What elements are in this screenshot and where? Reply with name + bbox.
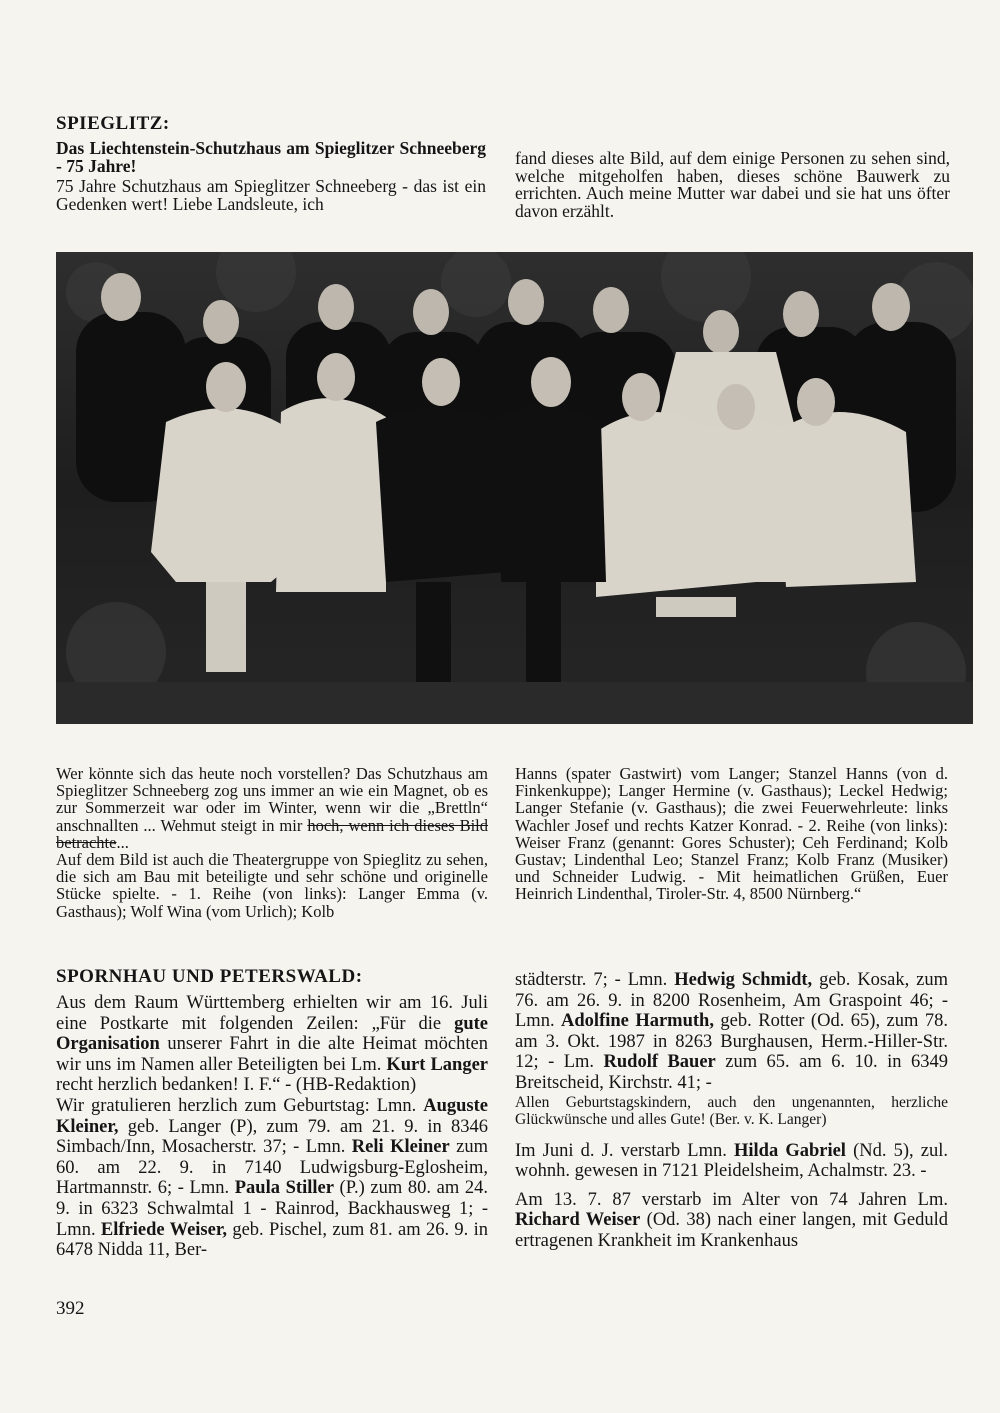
- bold-name: Elfriede Weiser,: [100, 1219, 227, 1240]
- text-run: (Od. 38) nach einer langen, mit Geduld ertragenen Krankheit im Krankenhaus: [515, 1210, 948, 1251]
- text-run: geb. Kosak, zum 76. am 26. 9. in 8200 Rosenheim, Am Graspoint 46; - Lmn.: [515, 970, 948, 1032]
- bold-name: Reli Kleiner: [351, 1137, 450, 1158]
- intro-text-right: fand dieses alte Bild, auf dem einige Personen zu sehen sind, welche mitgeholfen haben, dieses schöne Bauwerk zu errichten. Auch meine Mutter war dabei und sie hat uns öfter davon erzählt.: [515, 148, 950, 221]
- text-run: zum 65. am 6. 10. in 6349 Breitscheid, Kirchstr. 41; -: [515, 1052, 948, 1093]
- group-photo: [56, 252, 973, 724]
- caption-left-text: [56, 765, 488, 851]
- text-run: Aus dem Raum Württemberg erhielten wir am 16. Juli eine Postkarte mit folgenden Zeilen: „Für die: [56, 993, 488, 1034]
- wishes-paragraph: Allen Geburtstagskindern, auch den ungenannten, herzliche Glückwünsche und alles Gute! (Ber. v. K. Langer): [515, 1093, 948, 1129]
- text-run: städterstr. 7; - Lmn.: [515, 970, 675, 990]
- article-title: Das Liechtenstein-Schutzhaus am Spieglitzer Schneeberg - 75 Jahre!: [56, 138, 486, 176]
- bold-name: Adolfine Harmuth,: [561, 1011, 714, 1032]
- article-intro-left: [56, 140, 486, 213]
- group-photo-illustration: [56, 252, 973, 724]
- text-run: geb. Rotter (Od. 65), zum 78. am 3. Okt. 1987 in 8263 Burghausen, Herm.-Hiller-Str. 12; - Lm.: [515, 1011, 948, 1073]
- article-intro-right: [515, 150, 950, 220]
- bold-name: Richard Weiser: [515, 1210, 641, 1231]
- text-run: recht herzlich bedanken! I. F.“ - (HB-Redaktion): [56, 1075, 417, 1096]
- bold-name: Rudolf Bauer: [603, 1052, 716, 1073]
- caption-left-struck: hoch, wenn ich dieses Bild betrachte: [56, 815, 488, 852]
- text-run: unserer Fahrt in die alte Heimat möchten wir uns im Namen aller Beteiligten bei Lm.: [56, 1034, 488, 1075]
- birthday-paragraph: [56, 1096, 488, 1261]
- caption-right-text: Hanns (spater Gastwirt) vom Langer; Stanzel Hanns (von d. Finkenkuppe); Langer Hermine (v. Gasthaus); Leckel Hedwig; Langer Stefanie (v. Gasthaus); die zwei Feuerwehrleute: links Wachler Josef und rechts Katzer Konrad. - 2. Reihe (von links): Weiser Franz (genannt: Gores Schuster); Ceh Ferdinand; Kolb Gustav; Lindenthal Leo; Stanzel Franz; Kolb Franz (Musiker) und Schneider Ludwig. - Mit heimatlichen Grüßen, Euer Heinrich Lindenthal, Tiroler-Str. 4, 8500 Nürnberg.“: [515, 764, 948, 904]
- section-heading-spieglitz: SPIEGLITZ:: [56, 113, 170, 134]
- birthday-continued: [515, 970, 948, 1094]
- obituary-weiser: [515, 1190, 948, 1252]
- obituary-gabriel: [515, 1141, 948, 1182]
- thanks-paragraph: [56, 993, 488, 1096]
- bold-name: Paula Stiller: [234, 1178, 334, 1199]
- text-run: (Nd. 5), zul. wohnh. gewesen in 7121 Pleidelsheim, Achalmstr. 23. -: [515, 1140, 948, 1182]
- section2-right-column: [515, 970, 948, 1252]
- text-run: Am 13. 7. 87 verstarb im Alter von 74 Jahren Lm.: [515, 1189, 948, 1210]
- bold-name: Hilda Gabriel: [733, 1140, 846, 1161]
- bold-name: Kurt Langer: [386, 1054, 488, 1075]
- text-run: Im Juni d. J. verstarb Lmn.: [515, 1140, 734, 1161]
- intro-text-left: 75 Jahre Schutzhaus am Spieglitzer Schneeberg - das ist ein Gedenken wert! Liebe Landsleute, ich: [56, 176, 486, 214]
- section-heading-spornhau: SPORNHAU UND PETERSWALD:: [56, 966, 363, 987]
- page-number: 392: [56, 1298, 85, 1319]
- text-run: geb. Pischel, zum 81. am 26. 9. in 6478 Nidda 11, Ber-: [56, 1219, 488, 1261]
- bold-name: Auguste Kleiner,: [56, 1095, 488, 1137]
- caption-left-text-2: Auf dem Bild ist auch die Theatergruppe von Spieglitz zu sehen, die sich am Bau mit beteiligte und sehr schöne und originelle Stücke spielte. - 1. Reihe (von links): Langer Emma (v. Gasthaus); Wolf Wina (vom Urlich); Kolb: [56, 850, 488, 921]
- text-run: geb. Langer (P), zum 79. am 21. 9. in 8346 Simbach/Inn, Mosacherstr. 37; - Lmn.: [56, 1116, 488, 1158]
- caption-right: [515, 765, 948, 903]
- text-run: zum 60. am 22. 9. in 7140 Ludwigsburg-Eglosheim, Hartmannstr. 6; - Lmn.: [56, 1137, 488, 1199]
- bold-run: gute Organisation: [56, 1013, 488, 1055]
- section2-left-column: [56, 993, 488, 1261]
- bold-name: Hedwig Schmidt,: [674, 970, 813, 990]
- caption-left-ellipsis: ...: [116, 832, 129, 852]
- text-run: Wir gratulieren herzlich zum Geburtstag: Lmn.: [56, 1095, 424, 1116]
- text-run: (P.) zum 80. am 24. 9. in 6323 Schwalmtal 1 - Rainrod, Backhausweg 1; - Lmn.: [56, 1178, 488, 1240]
- caption-left: [56, 765, 488, 920]
- caption-left-part1: Wer könnte sich das heute noch vorstellen? Das Schutzhaus am Spieglitzer Schneeberg zog uns immer an wie ein Magnet, ob es zur Sommerzeit war oder im Winter, wenn wir die „Brettln“ anschnallten ... Wehmut steigt in mir: [56, 764, 488, 835]
